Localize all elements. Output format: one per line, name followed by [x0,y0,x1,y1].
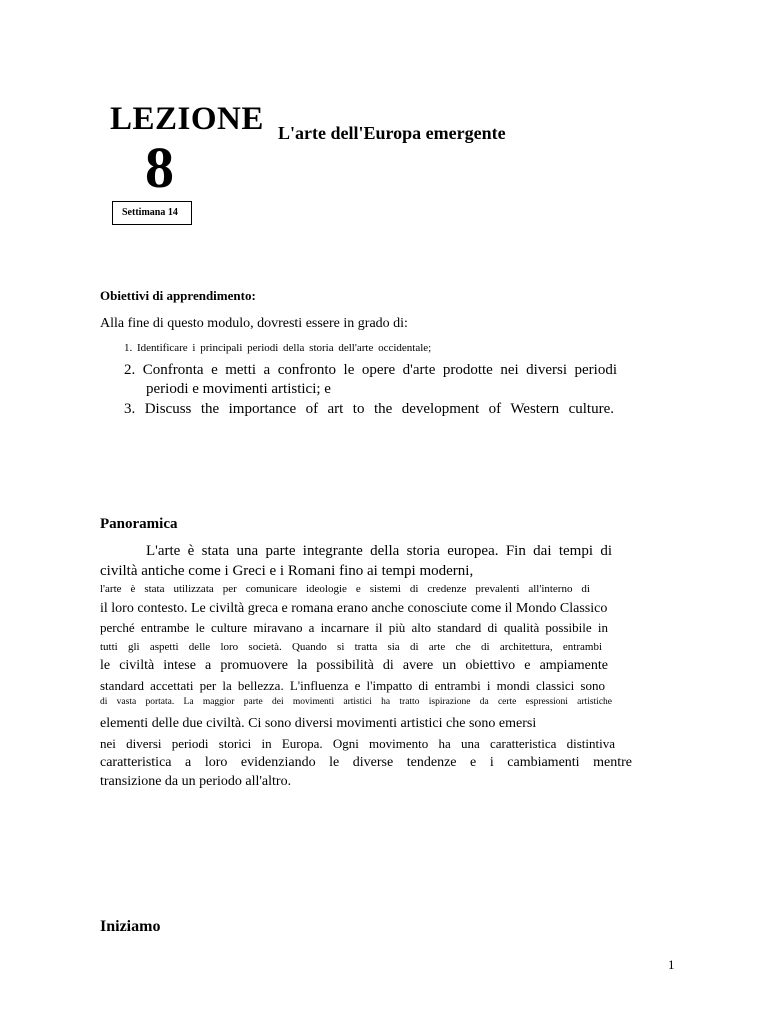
overview-line: L'arte è stata una parte integrante della storia europea. Fin dai tempi di [146,543,612,559]
page-number: 1 [668,957,675,972]
overview-line: il loro contesto. Le civiltà greca e romana erano anche conosciute come il Mondo Classico [100,601,608,616]
objectives-intro: Alla fine di questo modulo, dovresti essere in grado di: [100,316,408,331]
overview-line: di vasta portata. La maggior parte dei movimenti artistici ha tratto ispirazione da certe espressioni artistiche [100,697,612,707]
overview-line: transizione da un periodo all'altro. [100,774,292,789]
objectives-heading: Obiettivi di apprendimento: [100,288,256,303]
objective-item-2: 2. Confronta e metti a confronto le opere d'arte prodotte nei diversi periodi [124,362,617,378]
overview-heading: Panoramica [100,516,178,532]
overview-line: le civiltà intese a promuovere la possibilità di avere un obiettivo e ampiamente [100,658,608,673]
overview-line: tutti gli aspetti delle loro società. Quando si tratta sia di arte che di architettura, entrambi [100,641,602,653]
overview-line: perché entrambe le culture miravano a incarnare il più alto standard di qualità possibile in [100,620,608,635]
lesson-label: LEZIONE [110,101,264,137]
overview-line: elementi delle due civiltà. Ci sono diversi movimenti artistici che sono emersi [100,716,537,731]
overview-line: standard accettati per la bellezza. L'influenza e l'impatto di entrambi i mondi classici sono [100,678,605,693]
overview-line: caratteristica a loro evidenziando le diverse tendenze e i cambiamenti mentre [100,755,632,770]
lesson-number: 8 [145,135,174,200]
overview-line: nei diversi periodi storici in Europa. Ogni movimento ha una caratteristica distintiva [100,736,615,751]
overview-line: civiltà antiche come i Greci e i Romani fino ai tempi moderni, [100,563,474,579]
lesson-title: L'arte dell'Europa emergente [278,123,506,143]
objective-item-1: 1. Identificare i principali periodi della storia dell'arte occidentale; [124,342,432,354]
next-section-heading: Iniziamo [100,918,161,935]
objective-item-3: 3. Discuss the importance of art to the development of Western culture. [124,401,614,417]
objective-item-2-cont: periodi e movimenti artistici; e [146,381,331,397]
overview-line: l'arte è stata utilizzata per comunicare ideologie e sistemi di credenze prevalenti all'interno di [100,583,590,595]
week-box: Settimana 14 [112,201,192,225]
